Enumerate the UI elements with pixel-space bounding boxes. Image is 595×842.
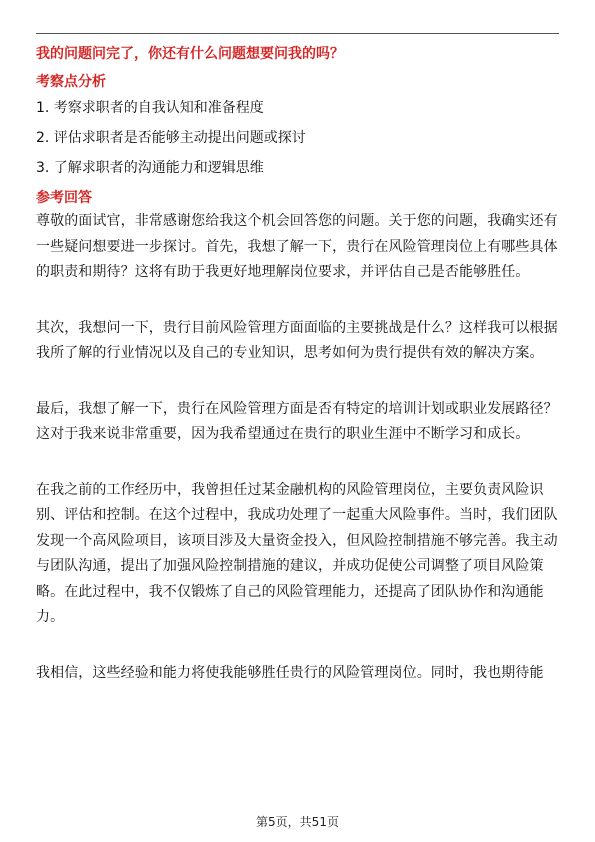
analysis-points xyxy=(36,98,559,178)
paragraph-gap xyxy=(36,286,559,315)
answer-paragraph: 我相信，这些经验和能力将使我能够胜任贵行的风险管理岗位。同时，我也期待能 xyxy=(36,664,544,681)
paragraph-gap xyxy=(36,631,559,660)
answer-paragraph: 尊敬的面试官，非常感谢您给我这个机会回答您的问题。关于您的问题，我确实还有一些疑问想要进一步探讨。首先，我想了解一下，贵行在风险管理岗位上有哪些具体的职责和期待？这将有助于我更好地理解岗位要求，并评估自己是否能够胜任。 xyxy=(36,213,558,280)
paragraph-gap xyxy=(36,367,559,396)
analysis-point: 2. 评估求职者是否能够主动提出问题或探讨 xyxy=(36,130,306,146)
answer-paragraph: 在我之前的工作经历中，我曾担任过某金融机构的风险管理岗位，主要负责风险识别、评估和控制。在这个过程中，我成功处理了一起重大风险事件。当时，我们团队发现一个高风险项目，该项目涉及大量资金投入，但风险控制措施不够完善。我主动与团队沟通，提出了加强风险控制措施的建议，并成功促使公司调整了项目风险策略。在此过程中，我不仅锻炼了自己的风险管理能力，还提高了团队协作和沟通能力。 xyxy=(36,481,558,625)
header-rule xyxy=(36,33,559,34)
answer-paragraph: 其次，我想问一下，贵行目前风险管理方面面临的主要挑战是什么？这样我可以根据我所了解的行业情况以及自己的专业知识，思考如何为贵行提供有效的解决方案。 xyxy=(36,319,558,361)
analysis-title: 考察点分析 xyxy=(36,74,106,90)
answer-paragraph: 最后，我想了解一下，贵行在风险管理方面是否有特定的培训计划或职业发展路径？这对于我来说非常重要，因为我希望通过在贵行的职业生涯中不断学习和成长。 xyxy=(36,400,558,442)
page-content xyxy=(36,44,559,686)
analysis-point: 1. 考察求职者的自我认知和准备程度 xyxy=(36,100,264,116)
paragraph-gap xyxy=(36,448,559,477)
page-number: 第5页，共51页 xyxy=(256,815,339,829)
answer-title: 参考回答 xyxy=(36,190,92,206)
interview-question: 我的问题问完了，你还有什么问题想要问我的吗？ xyxy=(36,46,344,62)
analysis-point: 3. 了解求职者的沟通能力和逻辑思维 xyxy=(36,160,264,176)
